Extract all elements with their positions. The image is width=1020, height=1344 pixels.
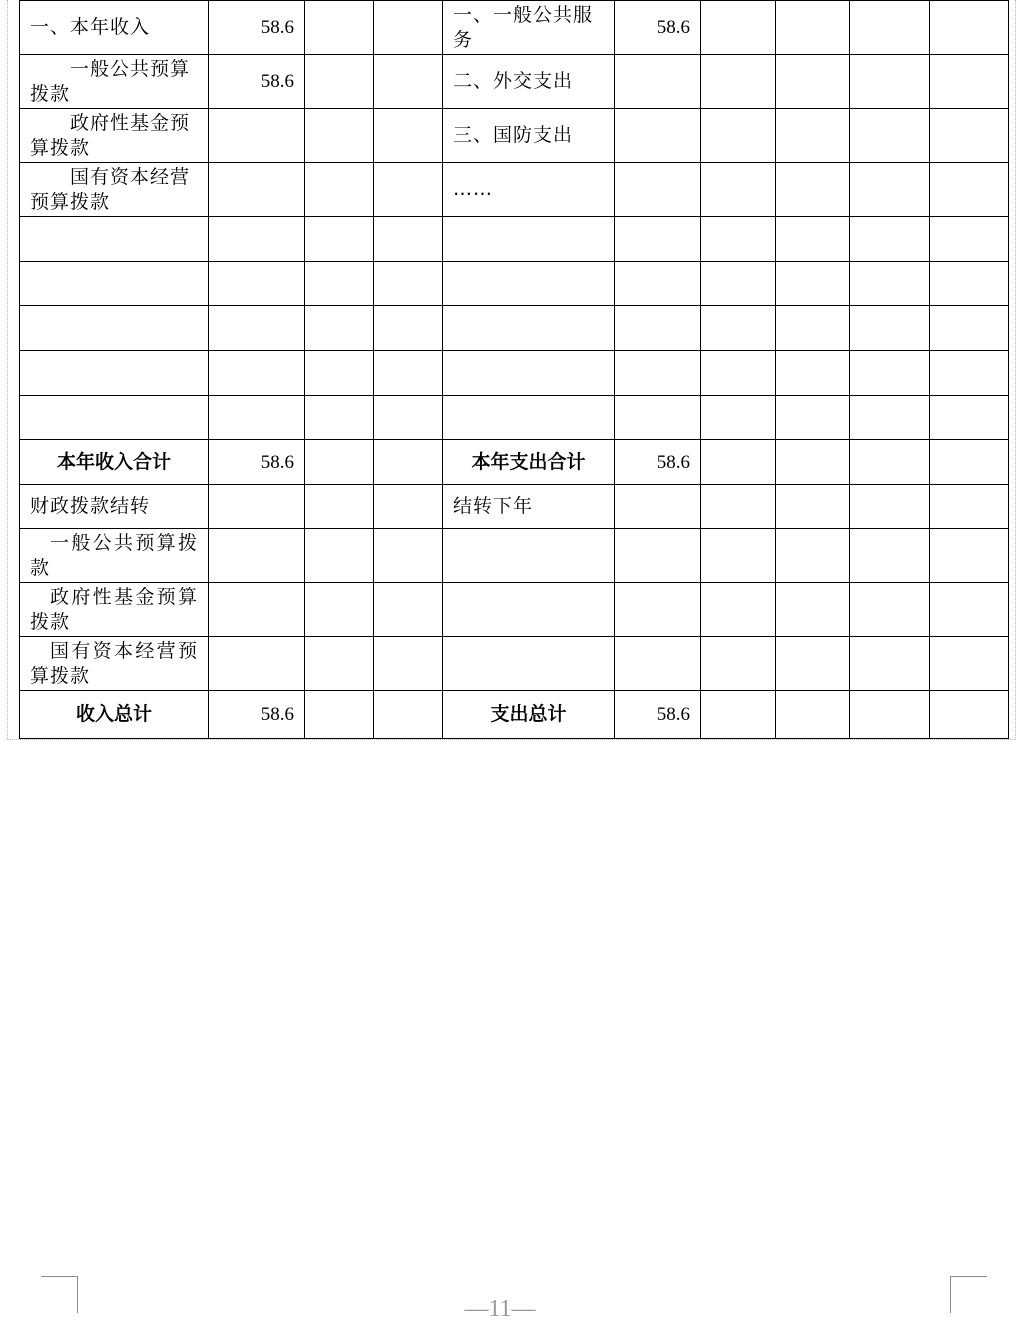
expense-amount [615,529,701,583]
table-cell [374,109,443,163]
income-item-label: 政府性基金预算拨款 [20,583,209,637]
table-cell [615,351,701,396]
expense-amount [615,583,701,637]
table-cell [701,485,776,529]
table-cell [701,691,776,739]
expense-total-amount: 58.6 [615,691,701,739]
expense-item-label [443,637,615,691]
table-cell [776,637,850,691]
table-cell [374,485,443,529]
table-cell [776,351,850,396]
table-cell [374,583,443,637]
income-amount [209,637,305,691]
table-cell [701,1,776,55]
table-cell [305,1,374,55]
table-cell [776,262,850,306]
income-subtotal-label: 本年收入合计 [20,440,209,485]
margin-guide-left [7,0,8,740]
page-number: —11— [464,1296,536,1322]
table-cell [776,55,850,109]
table-cell [20,306,209,351]
income-amount: 58.6 [209,1,305,55]
table-cell [374,440,443,485]
table-cell [701,217,776,262]
table-cell [615,262,701,306]
table-row [20,217,1009,262]
table-cell [701,396,776,440]
income-amount [209,529,305,583]
table-row [20,396,1009,440]
income-amount [209,485,305,529]
table-cell [850,529,930,583]
table-cell [850,109,930,163]
table-row [20,583,1009,637]
table-cell [374,529,443,583]
table-cell [776,396,850,440]
income-amount [209,109,305,163]
expense-amount [615,637,701,691]
table-cell [374,691,443,739]
expense-amount [615,109,701,163]
expense-item-label: …… [443,163,615,217]
table-cell [776,306,850,351]
table-cell [776,440,850,485]
table-cell [305,55,374,109]
table-row [20,351,1009,396]
expense-subtotal-label: 本年支出合计 [443,440,615,485]
table-cell [776,529,850,583]
income-item-label: 一般公共预算拨款 [20,55,209,109]
table-cell [20,351,209,396]
table-cell [776,1,850,55]
income-subtotal-amount: 58.6 [209,440,305,485]
table-cell [374,396,443,440]
table-cell [701,637,776,691]
budget-table [19,0,1009,739]
table-cell [20,262,209,306]
table-cell [305,583,374,637]
table-cell [209,306,305,351]
table-cell [443,217,615,262]
table-cell [930,440,1009,485]
table-cell [305,306,374,351]
table-cell [850,351,930,396]
table-cell [701,351,776,396]
income-item-label: 一、本年收入 [20,1,209,55]
table-cell [850,217,930,262]
table-cell [615,396,701,440]
margin-guide-right [1015,0,1016,740]
table-cell [850,306,930,351]
income-amount [209,583,305,637]
table-cell [209,262,305,306]
table-cell [701,529,776,583]
table-cell [374,262,443,306]
table-cell [850,691,930,739]
table-cell [374,351,443,396]
table-cell [930,1,1009,55]
table-cell [930,262,1009,306]
crop-mark-right [950,1276,987,1313]
table-cell [776,163,850,217]
table-cell [930,109,1009,163]
table-row [20,485,1009,529]
table-cell [209,217,305,262]
income-item-label: 财政拨款结转 [20,485,209,529]
table-cell [374,163,443,217]
margin-guide-bottom [7,739,1015,740]
table-cell [701,163,776,217]
table-cell [374,637,443,691]
table-cell [850,485,930,529]
expense-amount [615,163,701,217]
expense-amount: 58.6 [615,1,701,55]
table-row [20,109,1009,163]
table-cell [374,217,443,262]
table-cell [443,262,615,306]
table-cell [776,485,850,529]
table-row [20,637,1009,691]
table-cell [443,396,615,440]
crop-mark-left [41,1276,78,1313]
table-cell [305,351,374,396]
table-cell [701,55,776,109]
table-cell [374,306,443,351]
table-cell [305,109,374,163]
table-cell [305,262,374,306]
expense-subtotal-amount: 58.6 [615,440,701,485]
table-cell [209,396,305,440]
table-cell [305,163,374,217]
table-cell [850,637,930,691]
table-cell [930,529,1009,583]
table-cell [701,583,776,637]
table-cell [305,485,374,529]
expense-total-label: 支出总计 [443,691,615,739]
table-cell [305,691,374,739]
table-cell [850,583,930,637]
table-cell [930,583,1009,637]
income-amount [209,163,305,217]
table-cell [209,351,305,396]
table-cell [374,55,443,109]
table-cell [776,691,850,739]
table-cell [701,306,776,351]
table-cell [850,262,930,306]
table-cell [930,163,1009,217]
table-cell [850,1,930,55]
table-cell [776,217,850,262]
table-cell [305,396,374,440]
expense-amount [615,485,701,529]
table-cell [850,163,930,217]
table-cell [305,217,374,262]
table-row [20,440,1009,485]
expense-item-label [443,583,615,637]
table-row [20,1,1009,55]
table-cell [850,396,930,440]
table-cell [930,351,1009,396]
table-row [20,691,1009,739]
table-row [20,163,1009,217]
table-cell [701,109,776,163]
table-cell [305,440,374,485]
table-cell [615,217,701,262]
expense-item-label [443,529,615,583]
income-item-label: 一般公共预算拨款 [20,529,209,583]
table-cell [701,262,776,306]
table-row [20,529,1009,583]
table-row [20,55,1009,109]
table-cell [701,440,776,485]
table-cell [776,109,850,163]
income-total-amount: 58.6 [209,691,305,739]
table-cell [930,217,1009,262]
expense-item-label: 一、一般公共服务 [443,1,615,55]
table-row [20,306,1009,351]
table-cell [930,637,1009,691]
table-cell [850,440,930,485]
expense-amount [615,55,701,109]
table-cell [374,1,443,55]
income-item-label: 政府性基金预算拨款 [20,109,209,163]
table-cell [20,217,209,262]
table-cell [443,351,615,396]
income-total-label: 收入总计 [20,691,209,739]
table-row [20,262,1009,306]
income-item-label: 国有资本经营预算拨款 [20,163,209,217]
table-cell [776,583,850,637]
table-cell [305,637,374,691]
table-cell [930,55,1009,109]
expense-item-label: 结转下年 [443,485,615,529]
table-cell [850,55,930,109]
table-cell [930,306,1009,351]
table-cell [930,691,1009,739]
table-cell [20,396,209,440]
expense-item-label: 三、国防支出 [443,109,615,163]
table-cell [305,529,374,583]
income-amount: 58.6 [209,55,305,109]
table-cell [930,396,1009,440]
expense-item-label: 二、外交支出 [443,55,615,109]
table-cell [930,485,1009,529]
table-cell [443,306,615,351]
table-cell [615,306,701,351]
income-item-label: 国有资本经营预算拨款 [20,637,209,691]
